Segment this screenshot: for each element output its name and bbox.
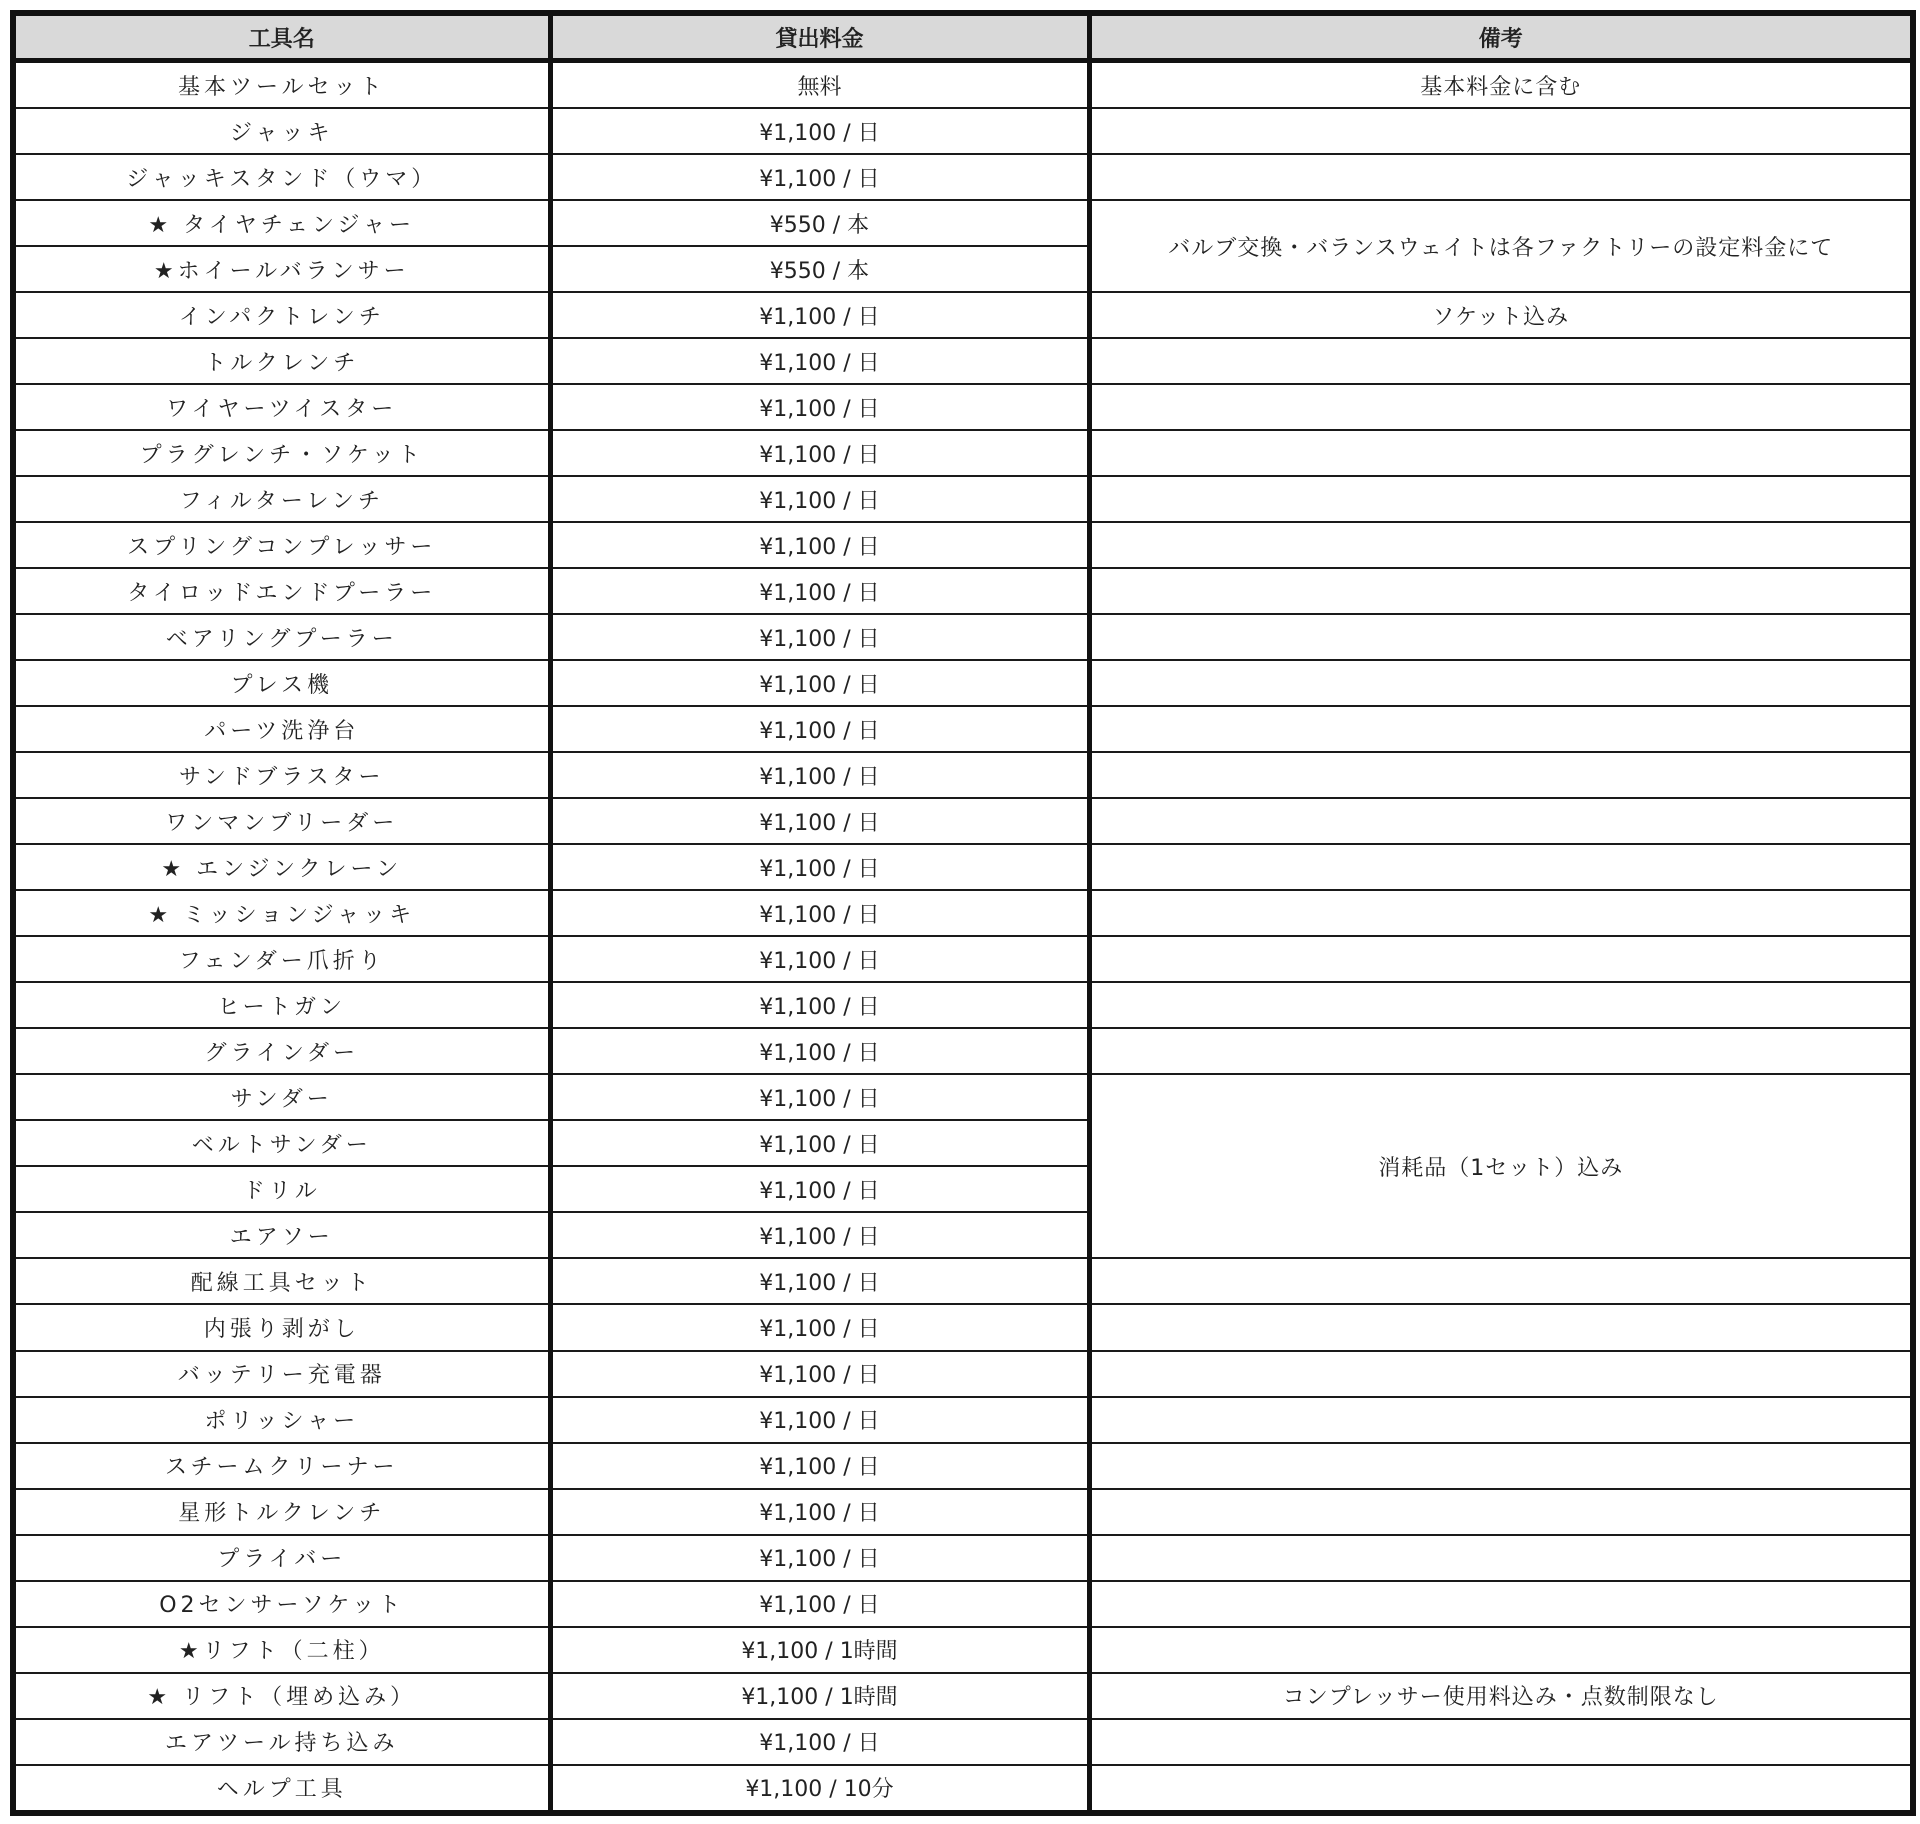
fee-cell: ¥1,100 / 日 <box>550 982 1089 1028</box>
fee-cell: ¥1,100 / 日 <box>550 338 1089 384</box>
table-row <box>13 1673 1913 1719</box>
fee-cell: ¥1,100 / 日 <box>550 844 1089 890</box>
tool-name-cell: ★ホイールバランサー <box>13 246 550 292</box>
table-row <box>13 292 1913 338</box>
fee-cell: ¥1,100 / 日 <box>550 1581 1089 1627</box>
fee-cell: 無料 <box>550 61 1089 109</box>
header-notes: 備考 <box>1089 13 1913 61</box>
tool-name-cell: インパクトレンチ <box>13 292 550 338</box>
fee-cell: ¥1,100 / 日 <box>550 1397 1089 1443</box>
tool-name-cell: プライバー <box>13 1535 550 1581</box>
fee-cell: ¥1,100 / 日 <box>550 1212 1089 1258</box>
table-row <box>13 200 1913 246</box>
tool-name-cell: ジャッキ <box>13 108 550 154</box>
note-cell <box>1089 1351 1913 1397</box>
fee-cell: ¥1,100 / 日 <box>550 1074 1089 1120</box>
note-cell <box>1089 936 1913 982</box>
table-row <box>13 338 1913 384</box>
tool-name-cell: トルクレンチ <box>13 338 550 384</box>
note-cell <box>1089 154 1913 200</box>
fee-cell: ¥1,100 / 日 <box>550 108 1089 154</box>
table-row <box>13 1627 1913 1673</box>
fee-cell: ¥1,100 / 日 <box>550 1719 1089 1765</box>
note-cell <box>1089 568 1913 614</box>
table-row <box>13 61 1913 109</box>
tool-name-cell: サンダー <box>13 1074 550 1120</box>
note-cell <box>1089 1765 1913 1813</box>
note-cell <box>1089 1028 1913 1074</box>
fee-cell: ¥1,100 / 日 <box>550 1166 1089 1212</box>
tool-name-cell: ベアリングプーラー <box>13 614 550 660</box>
table-row <box>13 1719 1913 1765</box>
table-row <box>13 1351 1913 1397</box>
tool-name-cell: フィルターレンチ <box>13 476 550 522</box>
tool-name-cell: エアソー <box>13 1212 550 1258</box>
table-row <box>13 936 1913 982</box>
fee-cell: ¥1,100 / 日 <box>550 1258 1089 1304</box>
header-row <box>13 13 1913 61</box>
table-row <box>13 752 1913 798</box>
note-cell <box>1089 844 1913 890</box>
tool-name-cell: プレス機 <box>13 660 550 706</box>
table-row <box>13 706 1913 752</box>
tool-name-cell: ドリル <box>13 1166 550 1212</box>
note-cell <box>1089 1258 1913 1304</box>
table-row <box>13 890 1913 936</box>
tool-name-cell: グラインダー <box>13 1028 550 1074</box>
fee-cell: ¥1,100 / 1時間 <box>550 1673 1089 1719</box>
fee-cell: ¥1,100 / 日 <box>550 706 1089 752</box>
table-row <box>13 798 1913 844</box>
table-row <box>13 1535 1913 1581</box>
table-row <box>13 154 1913 200</box>
tool-name-cell: エアツール持ち込み <box>13 1719 550 1765</box>
header-rental-fee: 貸出料金 <box>550 13 1089 61</box>
fee-cell: ¥1,100 / 日 <box>550 1028 1089 1074</box>
note-cell <box>1089 1443 1913 1489</box>
tool-name-cell: バッテリー充電器 <box>13 1351 550 1397</box>
fee-cell: ¥550 / 本 <box>550 200 1089 246</box>
note-cell <box>1089 430 1913 476</box>
tool-name-cell: スプリングコンプレッサー <box>13 522 550 568</box>
note-cell <box>1089 384 1913 430</box>
fee-cell: ¥1,100 / 日 <box>550 752 1089 798</box>
note-cell <box>1089 982 1913 1028</box>
tool-name-cell: ヒートガン <box>13 982 550 1028</box>
fee-cell: ¥1,100 / 日 <box>550 430 1089 476</box>
tool-name-cell: ★リフト（二柱） <box>13 1627 550 1673</box>
note-cell <box>1089 522 1913 568</box>
tool-name-cell: タイロッドエンドプーラー <box>13 568 550 614</box>
tool-name-cell: 内張り剥がし <box>13 1304 550 1350</box>
note-cell <box>1089 108 1913 154</box>
fee-cell: ¥1,100 / 日 <box>550 1535 1089 1581</box>
table-row <box>13 1074 1913 1120</box>
fee-cell: ¥550 / 本 <box>550 246 1089 292</box>
table-row <box>13 1397 1913 1443</box>
table-row <box>13 844 1913 890</box>
fee-cell: ¥1,100 / 日 <box>550 1489 1089 1535</box>
fee-cell: ¥1,100 / 日 <box>550 890 1089 936</box>
note-cell: コンプレッサー使用料込み・点数制限なし <box>1089 1673 1913 1719</box>
tool-name-cell: ★ リフト（埋め込み） <box>13 1673 550 1719</box>
fee-cell: ¥1,100 / 日 <box>550 384 1089 430</box>
tool-name-cell: サンドブラスター <box>13 752 550 798</box>
table-row <box>13 384 1913 430</box>
note-cell <box>1089 752 1913 798</box>
fee-cell: ¥1,100 / 日 <box>550 1120 1089 1166</box>
fee-cell: ¥1,100 / 日 <box>550 292 1089 338</box>
tool-name-cell: 星形トルクレンチ <box>13 1489 550 1535</box>
note-cell <box>1089 1304 1913 1350</box>
note-cell: ソケット込み <box>1089 292 1913 338</box>
fee-cell: ¥1,100 / 日 <box>550 1304 1089 1350</box>
header-tool-name: 工具名 <box>13 13 550 61</box>
note-cell <box>1089 660 1913 706</box>
fee-cell: ¥1,100 / 日 <box>550 1443 1089 1489</box>
tool-name-cell: ワンマンブリーダー <box>13 798 550 844</box>
note-cell <box>1089 1627 1913 1673</box>
fee-cell: ¥1,100 / 日 <box>550 522 1089 568</box>
note-cell <box>1089 476 1913 522</box>
fee-cell: ¥1,100 / 10分 <box>550 1765 1089 1813</box>
tool-name-cell: ポリッシャー <box>13 1397 550 1443</box>
table-row <box>13 1765 1913 1813</box>
table-row <box>13 614 1913 660</box>
rental-table-container <box>10 10 1910 1816</box>
table-row <box>13 476 1913 522</box>
table-row <box>13 108 1913 154</box>
fee-cell: ¥1,100 / 日 <box>550 798 1089 844</box>
tool-name-cell: ワイヤーツイスター <box>13 384 550 430</box>
tool-name-cell: ★ タイヤチェンジャー <box>13 200 550 246</box>
fee-cell: ¥1,100 / 日 <box>550 476 1089 522</box>
fee-cell: ¥1,100 / 日 <box>550 154 1089 200</box>
table-row <box>13 1581 1913 1627</box>
note-cell <box>1089 1581 1913 1627</box>
tool-name-cell: スチームクリーナー <box>13 1443 550 1489</box>
table-row <box>13 1258 1913 1304</box>
note-cell: バルブ交換・バランスウェイトは各ファクトリーの設定料金にて <box>1089 200 1913 292</box>
fee-cell: ¥1,100 / 日 <box>550 1351 1089 1397</box>
note-cell <box>1089 1489 1913 1535</box>
table-row <box>13 1028 1913 1074</box>
note-cell <box>1089 614 1913 660</box>
fee-cell: ¥1,100 / 日 <box>550 936 1089 982</box>
note-cell <box>1089 1535 1913 1581</box>
note-cell <box>1089 890 1913 936</box>
tool-name-cell: フェンダー爪折り <box>13 936 550 982</box>
note-cell <box>1089 706 1913 752</box>
fee-cell: ¥1,100 / 日 <box>550 614 1089 660</box>
tool-name-cell: ジャッキスタンド（ウマ） <box>13 154 550 200</box>
table-row <box>13 1489 1913 1535</box>
table-row <box>13 568 1913 614</box>
tool-name-cell: 基本ツールセット <box>13 61 550 109</box>
tool-name-cell: プラグレンチ・ソケット <box>13 430 550 476</box>
fee-cell: ¥1,100 / 日 <box>550 568 1089 614</box>
table-row <box>13 1304 1913 1350</box>
note-cell: 基本料金に含む <box>1089 61 1913 109</box>
note-cell <box>1089 798 1913 844</box>
tool-name-cell: ベルトサンダー <box>13 1120 550 1166</box>
table-row <box>13 522 1913 568</box>
note-cell <box>1089 1397 1913 1443</box>
note-cell: 消耗品（1セット）込み <box>1089 1074 1913 1258</box>
fee-cell: ¥1,100 / 日 <box>550 660 1089 706</box>
tool-name-cell: ヘルプ工具 <box>13 1765 550 1813</box>
tool-name-cell: 配線工具セット <box>13 1258 550 1304</box>
fee-cell: ¥1,100 / 1時間 <box>550 1627 1089 1673</box>
tool-name-cell: パーツ洗浄台 <box>13 706 550 752</box>
tool-name-cell: ★ エンジンクレーン <box>13 844 550 890</box>
table-row <box>13 982 1913 1028</box>
table-row <box>13 430 1913 476</box>
note-cell <box>1089 338 1913 384</box>
table-row <box>13 1443 1913 1489</box>
table-row <box>13 660 1913 706</box>
tool-name-cell: O2センサーソケット <box>13 1581 550 1627</box>
note-cell <box>1089 1719 1913 1765</box>
tool-name-cell: ★ ミッションジャッキ <box>13 890 550 936</box>
tool-rental-table <box>10 10 1916 1816</box>
